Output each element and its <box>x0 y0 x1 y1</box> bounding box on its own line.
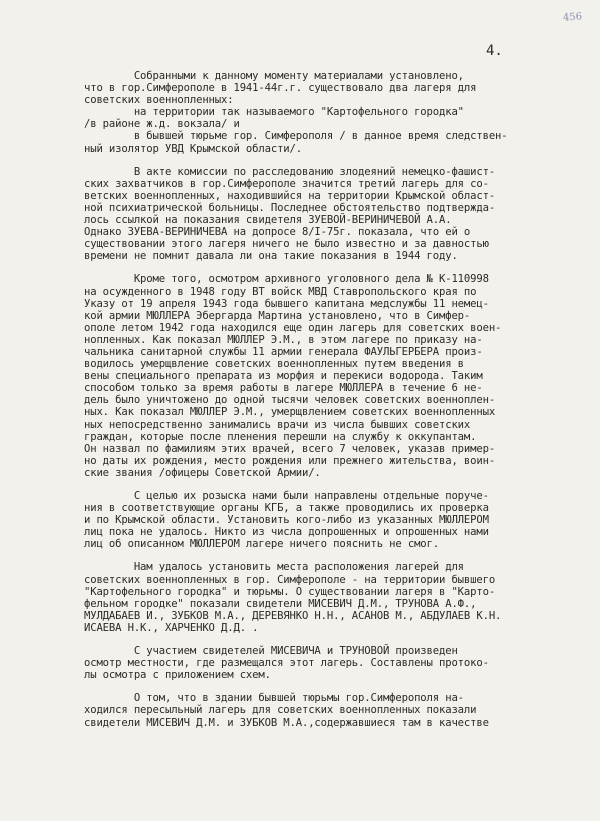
text-line: граждан, которые после пленения перешли на службу к оккупантам. <box>84 430 477 443</box>
text-line: ных непосредственно занимались врачи из числа бывших советских <box>84 418 471 431</box>
document-body <box>84 70 584 729</box>
text-line: в бывшей тюрьме гор. Симферополя / в данное время следствен- <box>84 130 508 143</box>
text-line: ходился пересыльный лагерь для советских военнопленных показали <box>84 704 477 717</box>
text-line: на территории так называемого "Картофельного городка" <box>84 106 464 119</box>
text-line: водилось умерщвление советских военнопленных путем введения в <box>84 358 464 371</box>
text-line: вены специального препарата из морфия и перекиси водорода. Таким <box>84 370 483 383</box>
text-line: советских военнопленных: <box>84 94 234 107</box>
text-line: ских захватчиков в гор.Симферополе значится третий лагерь для со- <box>84 177 489 190</box>
text-line: лиц пока не удалось. Никто из числа допрошенных и опрошенных нами <box>84 526 489 539</box>
text-line: С целью их розыска нами были направлены отдельные поруче- <box>84 490 489 502</box>
text-line: ных. Как показал МЮЛЛЕР Э.М., умерщвлением советских военнопленных <box>84 406 496 419</box>
text-line: лось ссылкой на показания свидетеля ЗУЕВОЙ-ВЕРИНИЧЕВОЙ А.А. <box>84 214 452 227</box>
text-line: советских военнопленных в гор. Симферополе - на территории бывшего <box>84 573 496 586</box>
paragraph <box>84 561 584 634</box>
text-line: Указу от 19 апреля 1943 года бывшего капитана медслужбы 11 немец- <box>84 297 489 310</box>
text-line: Кроме того, осмотром архивного уголовного дела № К-110998 <box>84 273 489 286</box>
text-line: но даты их рождения, место рождения или прежнего жительства, воин- <box>84 454 496 467</box>
text-line: /в районе ж.д. вокзала/ и <box>84 118 240 131</box>
text-line: В акте комиссии по расследованию злодеяний немецко-фашист- <box>84 165 496 178</box>
text-line: Собранными к данному моменту материалами установлено, <box>84 70 464 82</box>
text-line: ские звания /офицеры Советской Армии/. <box>84 466 321 479</box>
text-line: ополе летом 1942 года находился еще один лагерь для советских воен- <box>84 321 502 334</box>
paragraph <box>84 70 584 155</box>
text-line: Однако ЗУЕВА-ВЕРИНИЧЕВА на допросе 8/I-75г. показала, что ей о <box>84 226 471 239</box>
page-number: 4. <box>486 43 503 59</box>
text-line: чальника санитарной службы 11 армии генерала ФАУЛЬГЕРБЕРА произ- <box>84 345 483 358</box>
text-line: способом только за время работы в лагере МЮЛЛЕРА в течение 6 не- <box>84 382 483 395</box>
text-line: О том, что в здании бывшей тюрьмы гор.Симферополя на- <box>84 692 464 705</box>
text-line: существовании этого лагеря ничего не было известно и за давностью <box>84 238 489 251</box>
text-line: кой армии МЮЛЛЕРА Эбергарда Мартина установлено, что в Симфер- <box>84 309 471 322</box>
text-line: ной психиатрической больницы. Последнее обстоятельство подтвержда- <box>84 201 496 214</box>
text-line: времени не помнит давала ли она такие показания в 1944 году. <box>84 250 458 263</box>
paragraph <box>84 645 584 681</box>
text-line: ния в соответствующие органы КГБ, а также проводились их проверка <box>84 502 489 515</box>
text-line: лы осмотра с приложением схем. <box>84 669 271 682</box>
paragraph <box>84 273 584 479</box>
paragraph <box>84 166 584 263</box>
text-line: С участием свидетелей МИСЕВИЧА и ТРУНОВОЙ произведен <box>84 645 458 658</box>
text-line: МУЛДАБАЕВ И., ЗУБКОВ М.А., ДЕРЕВЯНКО Н.Н., АСАНОВ М., АБДУЛАЕВ К.Н. <box>84 609 502 622</box>
text-line: фельном городке" показали свидетели МИСЕВИЧ Д.М., ТРУНОВА А.Ф., <box>84 597 477 610</box>
paragraph <box>84 490 584 550</box>
text-line: на осужденного в 1948 году ВТ войск МВД Ставропольского края по <box>84 285 477 298</box>
text-line: Нам удалось установить места расположения лагерей для <box>84 561 464 574</box>
text-line: дель было уничтожено до одной тысячи человек советских военноплен- <box>84 394 496 407</box>
text-line: осмотр местности, где размещался этот лагерь. Составлены протоко- <box>84 657 489 670</box>
text-line: и по Крымской области. Установить кого-либо из указанных МЮЛЛЕРОМ <box>84 514 489 527</box>
text-line: "Картофельного городка" и тюрьмы. О существовании лагеря в "Карто- <box>84 585 496 598</box>
text-line: ИСАЕВА Н.К., ХАРЧЕНКО Д.Д. . <box>84 621 259 634</box>
text-line: ный изолятор УВД Крымской области/. <box>84 142 302 155</box>
text-line: свидетели МИСЕВИЧ Д.М. и ЗУБКОВ М.А.,содержавшиеся там в качестве <box>84 716 489 729</box>
archive-number: 456 <box>562 11 583 24</box>
text-line: Он назвал по фамилиям этих врачей, всего 7 человек, указав пример- <box>84 442 496 455</box>
paragraph <box>84 692 584 728</box>
text-line: нопленных. Как показал МЮЛЛЕР Э.М., в этом лагере по приказу на- <box>84 333 483 346</box>
text-line: лиц об описанном МЮЛЛЕРОМ лагере ничего пояснить не смог. <box>84 538 439 551</box>
text-line: ветских военнопленных, находившийся на территории Крымской област- <box>84 189 496 202</box>
text-line: что в гор.Симферополе в 1941-44г.г. существовало два лагеря для <box>84 82 477 95</box>
